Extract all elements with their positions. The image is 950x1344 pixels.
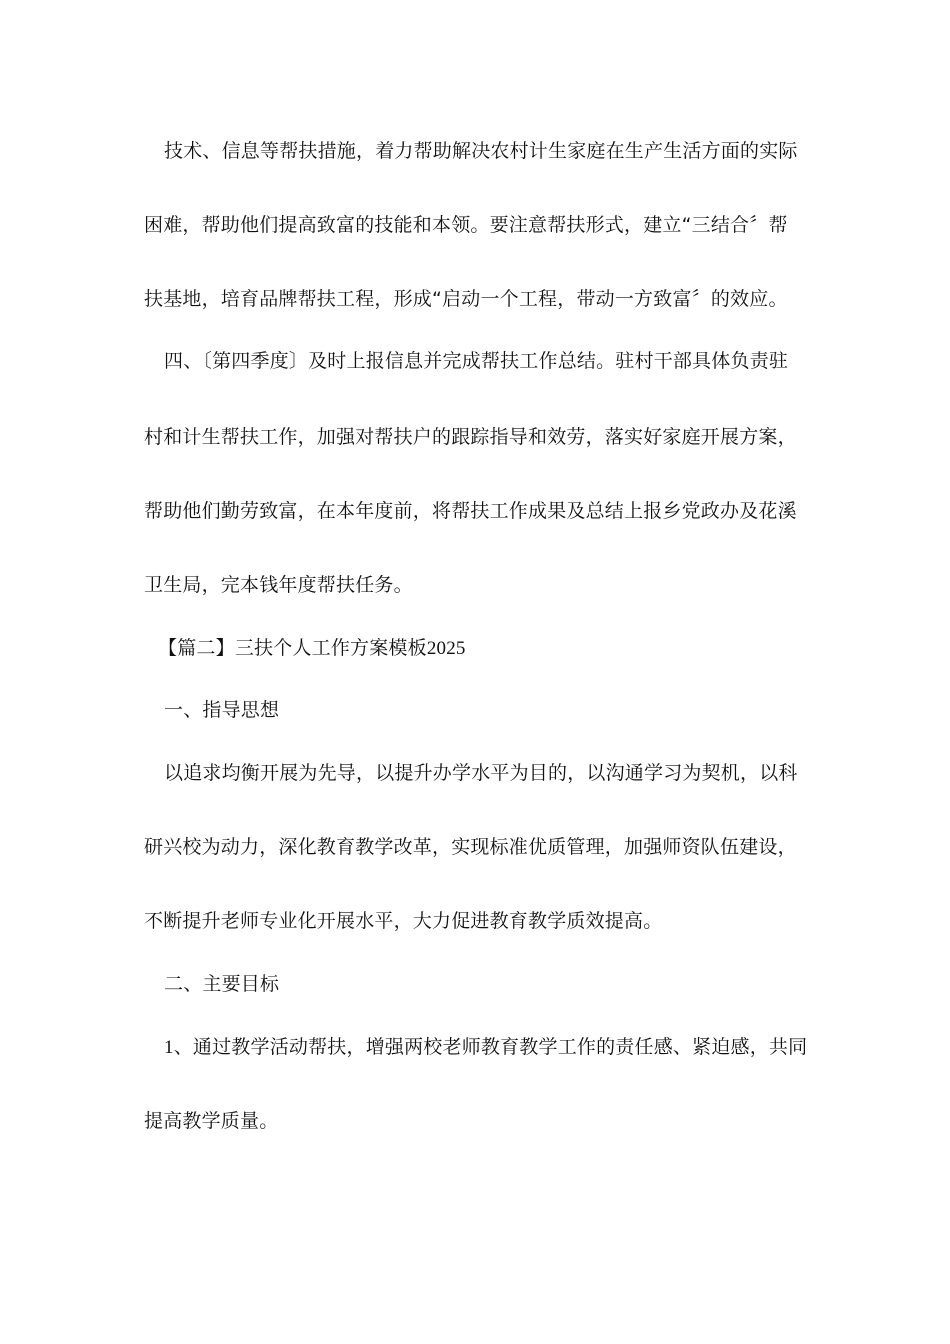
heading-bracket: 【篇二】 bbox=[158, 637, 235, 659]
section-heading bbox=[158, 636, 466, 661]
heading-year: 2025 bbox=[426, 638, 466, 659]
paragraph-line: 提高教学质量。 bbox=[144, 1110, 279, 1132]
paragraph-line: 四、〔第四季度〕及时上报信息并完成帮扶工作总结。驻村干部具体负责驻 bbox=[164, 350, 789, 372]
subsection-heading: 一、指导思想 bbox=[164, 699, 280, 721]
item-number: 1 bbox=[164, 1037, 174, 1058]
paragraph-line: 扶基地，培育品牌帮扶工程，形成“启动一个工程，带动一方致富〞的效应。 bbox=[144, 288, 788, 310]
paragraph-line: 研兴校为动力，深化教育教学改革，实现标准优质管理，加强师资队伍建设， bbox=[144, 836, 797, 858]
list-item bbox=[164, 1035, 807, 1060]
paragraph-line: 帮助他们勤劳致富，在本年度前，将帮扶工作成果及总结上报乡党政办及花溪 bbox=[144, 500, 797, 522]
paragraph-line: 困难，帮助他们提高致富的技能和本领。要注意帮扶形式，建立“三结合〞帮 bbox=[144, 214, 788, 236]
paragraph-line: 村和计生帮扶工作，加强对帮扶户的跟踪指导和效劳，落实好家庭开展方案， bbox=[144, 426, 797, 448]
paragraph-line: 技术、信息等帮扶措施，着力帮助解决农村计生家庭在生产生活方面的实际 bbox=[164, 140, 798, 162]
heading-title: 三扶个人工作方案模板 bbox=[234, 637, 427, 659]
paragraph-line: 以追求均衡开展为先导，以提升办学水平为目的，以沟通学习为契机，以科 bbox=[164, 762, 798, 784]
paragraph-line: 不断提升老师专业化开展水平，大力促进教育教学质效提高。 bbox=[144, 910, 663, 932]
subsection-heading: 二、主要目标 bbox=[164, 973, 280, 995]
paragraph-line: 卫生局，完本钱年度帮扶任务。 bbox=[144, 574, 413, 596]
item-text: 、通过教学活动帮扶，增强两校老师教育教学工作的责任感、紧迫感，共同 bbox=[173, 1036, 808, 1058]
